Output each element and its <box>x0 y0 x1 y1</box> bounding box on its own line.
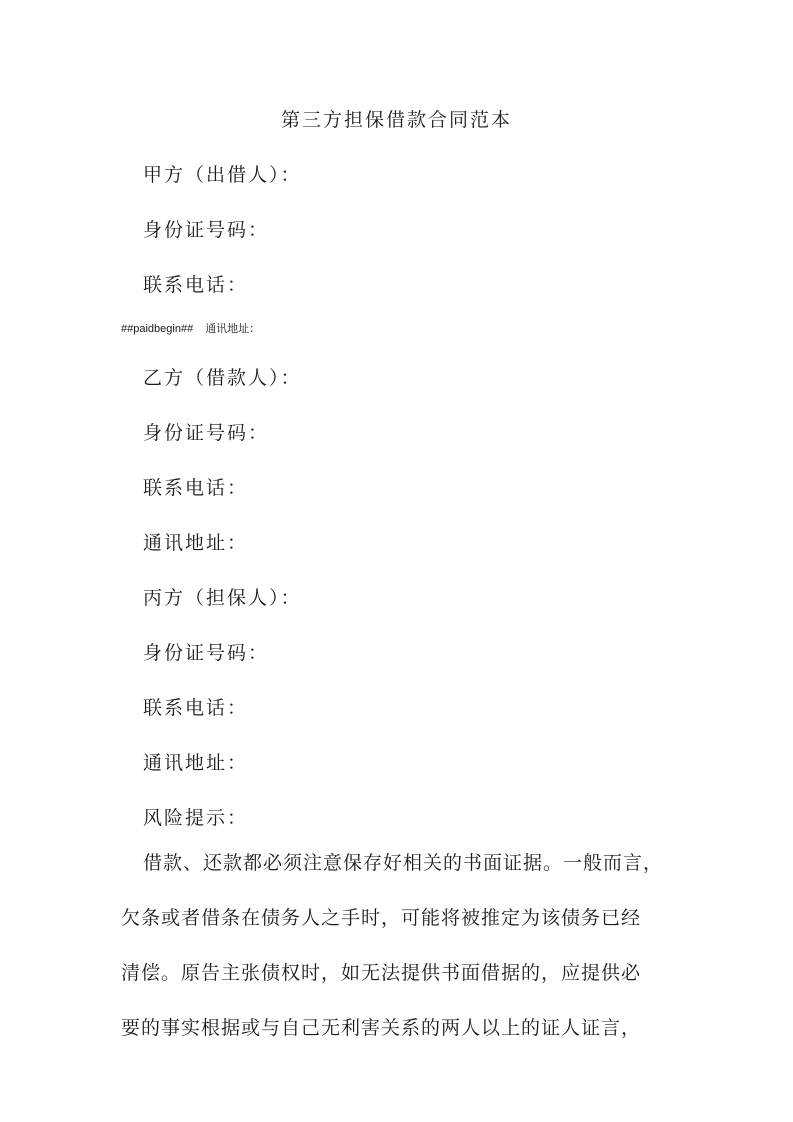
party-a-id-number: 身份证号码： <box>143 219 270 241</box>
risk-paragraph-line: 借款、还款都必须注意保存好相关的书面证据。一般而言， <box>143 852 664 874</box>
party-a-address: 通讯地址： <box>205 322 261 335</box>
risk-paragraph-line: 清偿。原告主张债权时，如无法提供书面借据的，应提供必 <box>121 962 642 984</box>
party-b-id-number: 身份证号码： <box>143 422 270 444</box>
party-a-phone: 联系电话： <box>143 274 249 296</box>
party-c-id-number: 身份证号码： <box>143 642 270 664</box>
risk-paragraph-line: 要的事实根据或与自己无利害关系的两人以上的证人证言， <box>121 1017 642 1039</box>
party-c-address: 通讯地址： <box>143 752 249 774</box>
party-c-phone: 联系电话： <box>143 697 249 719</box>
risk-heading: 风险提示： <box>143 807 249 829</box>
paid-begin-marker: ##paidbegin## <box>121 323 194 335</box>
party-b-phone: 联系电话： <box>143 477 249 499</box>
document-title: 第三方担保借款合同范本 <box>280 109 512 131</box>
risk-paragraph-line: 欠条或者借条在债务人之手时，可能将被推定为该债务已经 <box>121 907 642 929</box>
risk-paragraph <box>121 836 681 1056</box>
party-a-address-line <box>121 320 260 336</box>
party-a-heading: 甲方（出借人）： <box>143 164 302 186</box>
party-b-address: 通讯地址： <box>143 532 249 554</box>
party-c-heading: 丙方（担保人）： <box>143 587 302 609</box>
party-b-heading: 乙方（借款人）： <box>143 367 302 389</box>
